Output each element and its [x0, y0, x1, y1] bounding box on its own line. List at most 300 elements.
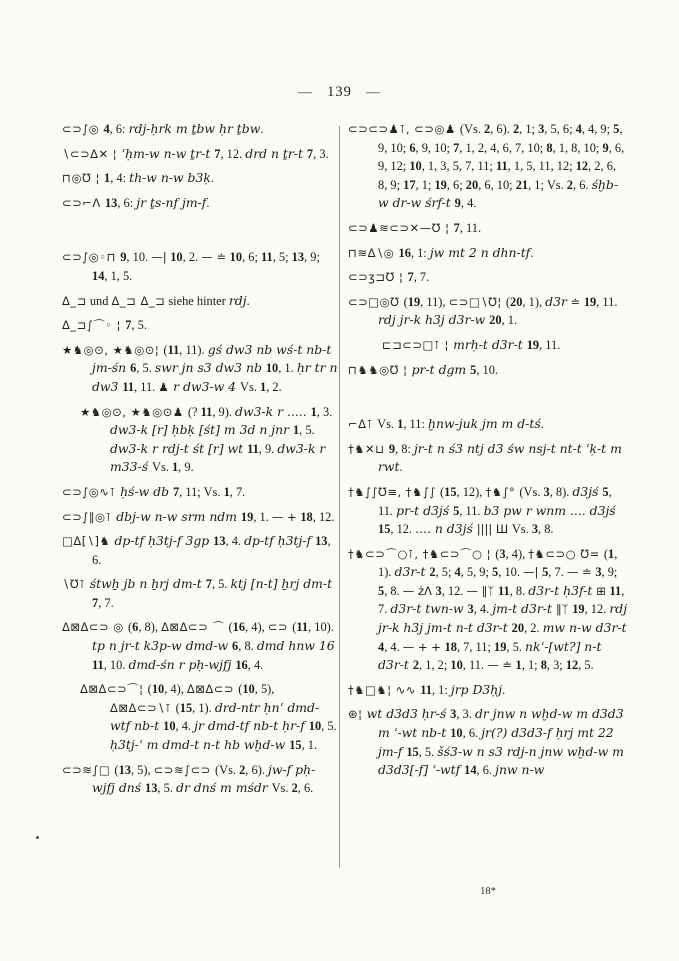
- volume-ref: 5: [470, 362, 477, 377]
- reference-text: , 6.: [462, 726, 482, 741]
- volume-ref: 2: [512, 122, 520, 136]
- transliteration: d3r-t: [394, 564, 430, 580]
- reference-text: und: [86, 293, 112, 308]
- volume-ref: 3: [450, 707, 457, 722]
- volume-ref: 9: [454, 196, 461, 211]
- volume-ref: 19: [240, 509, 254, 524]
- transliteration: pr-t d3jś: [396, 502, 454, 518]
- transliteration: b3 pw r wnm .... d3jś: [483, 502, 616, 518]
- reference-text: , 6.: [297, 781, 314, 796]
- hieroglyph-cluster: ⊂⊃≋∫□: [62, 762, 115, 777]
- volume-ref: 10: [170, 250, 183, 265]
- transliteration: dmd hnw 16: [256, 638, 335, 654]
- reference-text: , 7.: [548, 565, 567, 580]
- reference-text: , 11.: [462, 658, 488, 673]
- volume-ref: 7: [407, 270, 414, 285]
- transliteration: d3r: [545, 293, 567, 309]
- volume-ref: 8: [540, 658, 547, 673]
- volume-ref: 8: [546, 140, 553, 155]
- transliteration: jr ṯs-nf jm-f: [136, 194, 207, 210]
- transliteration: jnw n-w: [495, 762, 545, 778]
- reference-text: (: [147, 682, 152, 697]
- transliteration: šś3-w n s3 rdj-n jnw wḫd-w m d3d3[-f] ʿ-wtf: [378, 743, 624, 778]
- volume-ref: 6: [409, 140, 416, 155]
- scan-speck: [36, 836, 39, 839]
- transliteration: mw n-w d3r-t: [542, 620, 627, 636]
- hieroglyph-cluster: ⊂⊃: [267, 620, 293, 635]
- volume-ref: 10: [151, 682, 165, 697]
- volume-ref: 11: [497, 583, 510, 598]
- volume-ref: 5: [613, 122, 620, 136]
- transliteration: d3r-t ḥ3f-t: [528, 582, 597, 598]
- reference-text: .: [206, 195, 210, 210]
- transliteration: th-w n-w b3ḳ: [129, 170, 211, 186]
- reference-text: , 1.: [501, 313, 518, 328]
- hieroglyph-cluster: ★♞◎⊙, ★♞◎⊙♟: [80, 404, 188, 419]
- volume-ref: 2: [566, 177, 573, 192]
- reference-text: , 2.: [182, 250, 202, 265]
- reference-text: , 5),: [254, 682, 275, 697]
- hieroglyph-cluster: ⊂⊃∫◎∿⊺: [62, 484, 121, 499]
- reference-text: , 9, 10;: [378, 122, 623, 155]
- reference-text: (Vs.: [519, 484, 544, 499]
- transliteration: d3jś: [572, 483, 603, 499]
- dictionary-entry: [348, 219, 628, 238]
- transliteration: rdj-ḥrk m ṯbw ḥr ṯbw: [128, 121, 261, 136]
- reference-text: (: [175, 700, 180, 715]
- volume-ref: 5: [492, 565, 499, 580]
- hieroglyph-cluster: ⊓◎℧ ¦: [62, 171, 104, 186]
- volume-ref: 3: [538, 122, 545, 136]
- volume-ref: 17: [403, 177, 416, 192]
- reference-text: , 3.: [313, 146, 329, 161]
- hieroglyph-cluster: Δ⊠Δ⊂⊃⌒¦: [80, 682, 148, 697]
- dictionary-entry: [62, 761, 338, 798]
- transliteration: gś dw3 nb wś-t nb-t jm-śn: [92, 341, 332, 376]
- hieroglyph-cluster: ∖⊂⊃Δ✕ ¦: [62, 146, 122, 161]
- reference-text: , 8:: [395, 441, 414, 456]
- reference-text: , 1.: [301, 738, 318, 753]
- column-divider-rule: [339, 126, 340, 868]
- reference-text: , 4.: [225, 534, 245, 549]
- transliteration: d3r-t twn-w: [390, 601, 468, 617]
- hieroglyph-cluster: Δ_⊐: [62, 293, 87, 308]
- reference-text: , 11.: [459, 503, 484, 518]
- volume-ref: 5: [453, 503, 460, 518]
- inline-sign: ≐: [566, 294, 584, 309]
- volume-ref: 7: [453, 140, 460, 155]
- volume-ref: 13: [118, 762, 131, 777]
- reference-text: , 4.: [247, 657, 264, 672]
- reference-text: , 2, 6, 8, 9;: [378, 159, 616, 192]
- volume-ref: 15: [406, 744, 419, 759]
- reference-text: (: [128, 620, 133, 635]
- volume-ref: 7: [125, 318, 132, 333]
- transliteration: dp-tf ḥ3tj-f: [244, 533, 316, 549]
- volume-ref: 11: [296, 620, 309, 635]
- header-dash-right: —: [365, 85, 381, 100]
- reference-text: , 8.: [538, 522, 554, 537]
- reference-text: , 4.: [460, 196, 477, 211]
- transliteration: jm-t d3r-t: [492, 601, 556, 617]
- volume-ref: 15: [444, 484, 457, 499]
- reference-text: , 1.: [278, 361, 297, 376]
- volume-ref: 2: [412, 658, 420, 673]
- volume-ref: 6: [232, 639, 239, 654]
- hieroglyph-cluster: ⊛¦: [348, 707, 367, 722]
- dictionary-entry: [348, 415, 628, 434]
- volume-ref: 19: [583, 294, 597, 309]
- reference-text: , 11.: [539, 337, 561, 352]
- hieroglyph-cluster: ⊂⊃ʒ⊐℧ ¦: [348, 270, 408, 285]
- transliteration: śḫb-w dr-w śrf-t: [378, 176, 619, 211]
- transliteration: ʿḥm-w n-w ṯr-t: [121, 145, 215, 161]
- reference-text: (?: [187, 404, 201, 419]
- volume-ref: 16: [398, 245, 411, 260]
- reference-text: , 9).: [212, 404, 236, 419]
- volume-ref: 1: [608, 546, 615, 561]
- inline-sign: — żΛ: [402, 583, 436, 598]
- volume-ref: 1: [397, 417, 404, 432]
- transliteration: dr jnw n wḫd-w m d3d3 m ʿ-wt nb-t: [378, 706, 624, 741]
- reference-text: , 1;: [519, 122, 539, 136]
- transliteration: r dw3-w 4: [169, 378, 241, 394]
- hieroglyph-cluster: ⊂⊃□◎℧: [348, 294, 404, 309]
- volume-ref: 15: [378, 522, 391, 537]
- volume-ref: 4: [103, 122, 110, 136]
- reference-text: Vs.: [240, 379, 260, 394]
- volume-ref: 18: [444, 639, 457, 654]
- volume-ref: 7: [205, 577, 212, 592]
- hieroglyph-cluster: †♞∫°: [485, 484, 520, 499]
- reference-text: , 11; Vs.: [179, 484, 224, 499]
- volume-ref: 1: [259, 379, 267, 394]
- hieroglyph-cluster: †♞∫∫℧≡, †♞∫∫: [348, 484, 440, 499]
- reference-text: , 11:: [403, 417, 428, 432]
- reference-text: .: [260, 122, 264, 136]
- dictionary-entry: [62, 532, 338, 569]
- inline-sign: — + +: [402, 639, 445, 654]
- volume-ref: 16: [235, 657, 248, 672]
- volume-ref: 13: [104, 195, 118, 210]
- dictionary-entry: [62, 618, 338, 674]
- reference-text: , 3.: [316, 404, 333, 419]
- reference-text: , 7.: [378, 583, 625, 617]
- volume-ref: 9: [602, 140, 609, 155]
- volume-ref: 12: [575, 159, 589, 174]
- reference-text: , 3.: [456, 707, 475, 722]
- reference-text: , 12.: [390, 522, 416, 537]
- volume-ref: 10: [265, 361, 279, 376]
- reference-text: , 5.: [321, 719, 337, 734]
- reference-text: , 4),: [505, 546, 529, 561]
- transliteration: mrḥ-t d3r-t: [453, 336, 527, 352]
- volume-ref: 3: [531, 522, 539, 537]
- volume-ref: 4: [454, 565, 461, 580]
- volume-ref: 10: [450, 658, 463, 673]
- inline-sign: —|: [151, 250, 171, 265]
- reference-text: , 9.: [258, 441, 278, 456]
- reference-text: , 6;: [446, 177, 466, 192]
- hieroglyph-cluster: Δ⊠Δ⊂⊃ ⌒: [161, 620, 229, 635]
- reference-text: , 5.: [418, 744, 438, 759]
- transliteration: dr dnś m mśdr: [176, 780, 272, 796]
- volume-ref: 20: [510, 294, 523, 309]
- dictionary-entry: [62, 341, 338, 397]
- transliteration: ḥ3tj-ʿ m dmd-t n-t hb wḫd-w: [110, 737, 290, 753]
- reference-text: , 10.: [103, 657, 129, 672]
- reference-text: (: [439, 484, 445, 499]
- printer-signature: 18*: [480, 886, 496, 897]
- reference-text: , 5.: [131, 318, 147, 333]
- volume-ref: 1: [171, 460, 179, 475]
- reference-text: , 1, 2, 4, 6, 7, 10;: [459, 140, 547, 155]
- volume-ref: 2: [484, 122, 491, 136]
- reference-text: , 5),: [130, 762, 154, 777]
- inline-sign: — ≐: [566, 565, 596, 580]
- reference-text: (: [238, 682, 243, 697]
- hieroglyph-cluster: ⊂⊃∫◎: [62, 122, 104, 136]
- reference-text: , 6).: [245, 762, 269, 777]
- transliteration: dw3-k r rdj-t śt [r] wt: [110, 440, 248, 456]
- reference-text: , 9.: [178, 460, 194, 475]
- volume-ref: 3: [435, 583, 442, 598]
- right-column: [348, 120, 628, 786]
- hieroglyph-cluster: ♟: [158, 379, 170, 394]
- reference-text: , 5, 9;: [460, 565, 493, 580]
- reference-text: , 11).: [179, 342, 208, 357]
- volume-ref: 19: [572, 602, 585, 617]
- volume-ref: 11: [420, 682, 432, 697]
- volume-ref: 4: [575, 122, 582, 136]
- volume-ref: 11: [609, 583, 622, 598]
- reference-text: , 5.: [157, 781, 177, 796]
- inline-sign: |||| Ш: [476, 522, 512, 537]
- dictionary-entry: [80, 403, 338, 477]
- transliteration: nkʿ-[wt?] n-t d3r-t: [378, 638, 602, 673]
- reference-text: , 4),: [164, 682, 187, 697]
- hieroglyph-cluster: †♞□♞¦ ∿∿: [348, 682, 421, 697]
- volume-ref: 10: [450, 726, 463, 741]
- reference-text: , 1.: [253, 509, 272, 524]
- volume-ref: 19: [434, 177, 447, 192]
- transliteration: jw-f pḥ-wjfj dnś: [92, 761, 316, 796]
- hieroglyph-cluster: ⌐Δ⊺: [348, 417, 378, 432]
- reference-text: , 11.: [596, 294, 618, 309]
- transliteration: jr(?) d3d3-f ḥrj mt 22 jm-f: [378, 725, 614, 759]
- volume-ref: 13: [315, 534, 328, 549]
- dictionary-entry: [62, 194, 338, 213]
- volume-ref: 5: [542, 565, 549, 580]
- reference-text: , 8.: [384, 583, 403, 598]
- dictionary-entry: [62, 120, 338, 139]
- reference-text: , 5.: [578, 658, 594, 673]
- reference-text: , 4.: [384, 639, 403, 654]
- volume-ref: 1: [103, 171, 111, 186]
- reference-text: (Vs.: [459, 122, 485, 136]
- reference-text: , 10).: [308, 620, 334, 635]
- dictionary-entry: [62, 169, 338, 188]
- dictionary-entry: [62, 575, 338, 612]
- volume-ref: 12: [565, 658, 579, 673]
- reference-text: , 9, 10;: [415, 140, 454, 155]
- transliteration: śtwẖ jb n ẖrj dm-t: [89, 576, 206, 592]
- page-header: [0, 84, 679, 101]
- reference-text: , 6:: [117, 195, 137, 210]
- dictionary-entry: [348, 681, 628, 700]
- volume-ref: 1: [515, 658, 522, 673]
- volume-ref: 20: [489, 313, 502, 328]
- transliteration: dbj-w n-w srm ndm: [116, 508, 241, 524]
- reference-text: , 5;: [272, 250, 292, 265]
- dictionary-entry: [62, 508, 338, 527]
- reference-text: , 7.: [413, 270, 430, 285]
- transliteration: drd-ntr ḥnʿ dmd-wtf nb-t: [110, 699, 320, 734]
- transliteration: rdj jr-k h3j jm-t n-t d3r-t: [378, 601, 628, 636]
- transliteration: ḫnw-juk jm m d-tś: [428, 416, 541, 432]
- hieroglyph-cluster: ⊓♞♞◎℧ ¦: [348, 362, 412, 377]
- reference-text: Vs.: [271, 781, 292, 796]
- reference-text: , 6, 10;: [478, 177, 516, 192]
- reference-text: , 2.: [266, 379, 282, 394]
- page-number: 139: [327, 84, 352, 100]
- dictionary-entry: [348, 293, 628, 330]
- volume-ref: 20: [511, 621, 525, 636]
- volume-ref: 10: [163, 719, 176, 734]
- dictionary-entry: [62, 292, 338, 311]
- volume-ref: 19: [526, 337, 540, 352]
- reference-text: .: [210, 171, 214, 186]
- inline-sign: — ≐: [487, 658, 516, 673]
- dictionary-entry: [62, 483, 338, 502]
- reference-text: , 8).: [549, 484, 573, 499]
- reference-text: , 8),: [138, 620, 162, 635]
- reference-text: , 11.: [459, 220, 482, 235]
- volume-ref: 5: [602, 484, 609, 499]
- volume-ref: 3: [595, 565, 602, 580]
- hieroglyph-cluster: Δ⊠Δ⊂⊃∖⊺: [110, 700, 176, 715]
- hieroglyph-cluster: †♞⊂⊃○ ℧=: [528, 546, 604, 561]
- volume-ref: 3: [543, 484, 550, 499]
- volume-ref: 1: [292, 423, 300, 438]
- volume-ref: 10: [308, 719, 322, 734]
- hieroglyph-cluster: ⊓≋Δ∖◎: [348, 245, 399, 260]
- reference-text: , 6.: [573, 177, 592, 192]
- transliteration: .... n d3jś: [415, 521, 477, 537]
- inline-sign: — ∥ᛉ: [466, 583, 498, 598]
- reference-text: , 1).: [378, 546, 618, 580]
- reference-text: (: [603, 546, 609, 561]
- transliteration: drd n ṯr-t: [245, 145, 307, 161]
- volume-ref: 10: [229, 250, 243, 265]
- hieroglyph-cluster: ⊂⊃♟≋⊂⊃✕—℧ ¦: [348, 220, 454, 235]
- reference-text: siehe hinter: [165, 293, 229, 308]
- hieroglyph-cluster: Δ_⊐∫⌒◦ ¦: [62, 318, 126, 333]
- reference-text: , 6, 9, 12;: [378, 140, 625, 174]
- reference-text: (: [505, 294, 511, 309]
- dictionary-entry: [348, 545, 628, 675]
- reference-text: , 1, 3, 5, 7, 11;: [421, 159, 496, 174]
- volume-ref: 2: [291, 781, 298, 796]
- volume-ref: 11: [200, 404, 213, 419]
- volume-ref: 11: [167, 342, 180, 357]
- transliteration: wt d3d3 ḥr-ś: [366, 706, 451, 722]
- reference-text: , 12.: [584, 602, 610, 617]
- hieroglyph-cluster: Δ_⊐ Δ_⊐: [111, 293, 166, 308]
- volume-ref: 11: [495, 159, 508, 174]
- transliteration: dp-tf ḥ3tj-f 3gp: [114, 533, 214, 549]
- transliteration: swr jn s3 dw3 nb: [154, 360, 266, 376]
- volume-ref: 16: [232, 620, 246, 635]
- dictionary-entry: [80, 680, 338, 754]
- reference-text: (: [292, 620, 297, 635]
- inline-sign: —|: [523, 565, 543, 580]
- hieroglyph-cluster: †♞⊂⊃⌒○⊺, †♞⊂⊃⌒○ ¦: [348, 546, 496, 561]
- hieroglyph-cluster: Δ⊠Δ⊂⊃ ◎: [62, 620, 128, 635]
- reference-text: , 5.: [211, 577, 231, 592]
- reference-text: , 6;: [242, 250, 261, 265]
- transliteration: dw3-k [r] ḥbḳ [śt] m 3d n jnr: [110, 422, 293, 438]
- hieroglyph-cluster: ⊏⊐⊂⊃□⊺ ¦: [382, 337, 454, 352]
- dictionary-entry: [348, 361, 628, 380]
- volume-ref: 11: [261, 250, 273, 265]
- reference-text: , 12),: [456, 484, 486, 499]
- hieroglyph-cluster: ⊂⊃∫◎◦⊓: [62, 250, 121, 265]
- dictionary-entry: [348, 268, 628, 287]
- hieroglyph-cluster: ⊂⊃≋∫⊂⊃: [153, 762, 215, 777]
- reference-text: .: [540, 417, 544, 432]
- reference-text: , 1, 8, 10;: [552, 140, 603, 155]
- reference-text: , 12.: [441, 583, 467, 598]
- header-dash-left: —: [298, 85, 314, 100]
- reference-text: , 6).: [490, 122, 513, 136]
- reference-text: , 12.: [312, 509, 335, 524]
- volume-ref: 10: [242, 682, 255, 697]
- volume-ref: 18: [300, 509, 313, 524]
- dictionary-entry: [62, 316, 338, 335]
- volume-ref: 15: [289, 738, 302, 753]
- reference-text: .: [530, 245, 534, 260]
- reference-text: (: [228, 620, 233, 635]
- reference-text: .: [502, 682, 506, 697]
- volume-ref: 14: [464, 763, 477, 778]
- reference-text: , 1;: [521, 658, 541, 673]
- reference-text: , 1),: [522, 294, 546, 309]
- reference-text: (: [114, 762, 119, 777]
- volume-ref: 3: [499, 546, 506, 561]
- reference-text: , 1).: [192, 700, 215, 715]
- inline-sign: ∥ᛉ: [555, 602, 573, 617]
- transliteration: dw3-k r m33-ś: [110, 440, 326, 475]
- volume-ref: 7: [453, 220, 460, 235]
- reference-text: (: [403, 294, 408, 309]
- reference-text: , 6.: [92, 534, 331, 567]
- volume-ref: 10: [409, 159, 422, 174]
- reference-text: (Vs.: [215, 762, 240, 777]
- transliteration: jr-t n ś3 ntj d3 św nsj-t nt-t ʿḳ-t m rwt: [378, 440, 622, 475]
- reference-text: , 1, 5.: [104, 268, 133, 283]
- reference-text: , 5.: [136, 361, 155, 376]
- volume-ref: 15: [179, 700, 193, 715]
- volume-ref: 14: [92, 268, 105, 283]
- volume-ref: 11: [122, 379, 135, 394]
- reference-text: , 11.: [134, 379, 159, 394]
- reference-text: , 11.: [378, 484, 612, 518]
- transliteration: ktj [n-t] ẖrj dm-t: [230, 576, 333, 592]
- transliteration: pr-t dgm: [411, 361, 471, 377]
- volume-ref: 21: [515, 177, 529, 192]
- hieroglyph-cluster: Δ⊠Δ⊂⊃: [186, 682, 239, 697]
